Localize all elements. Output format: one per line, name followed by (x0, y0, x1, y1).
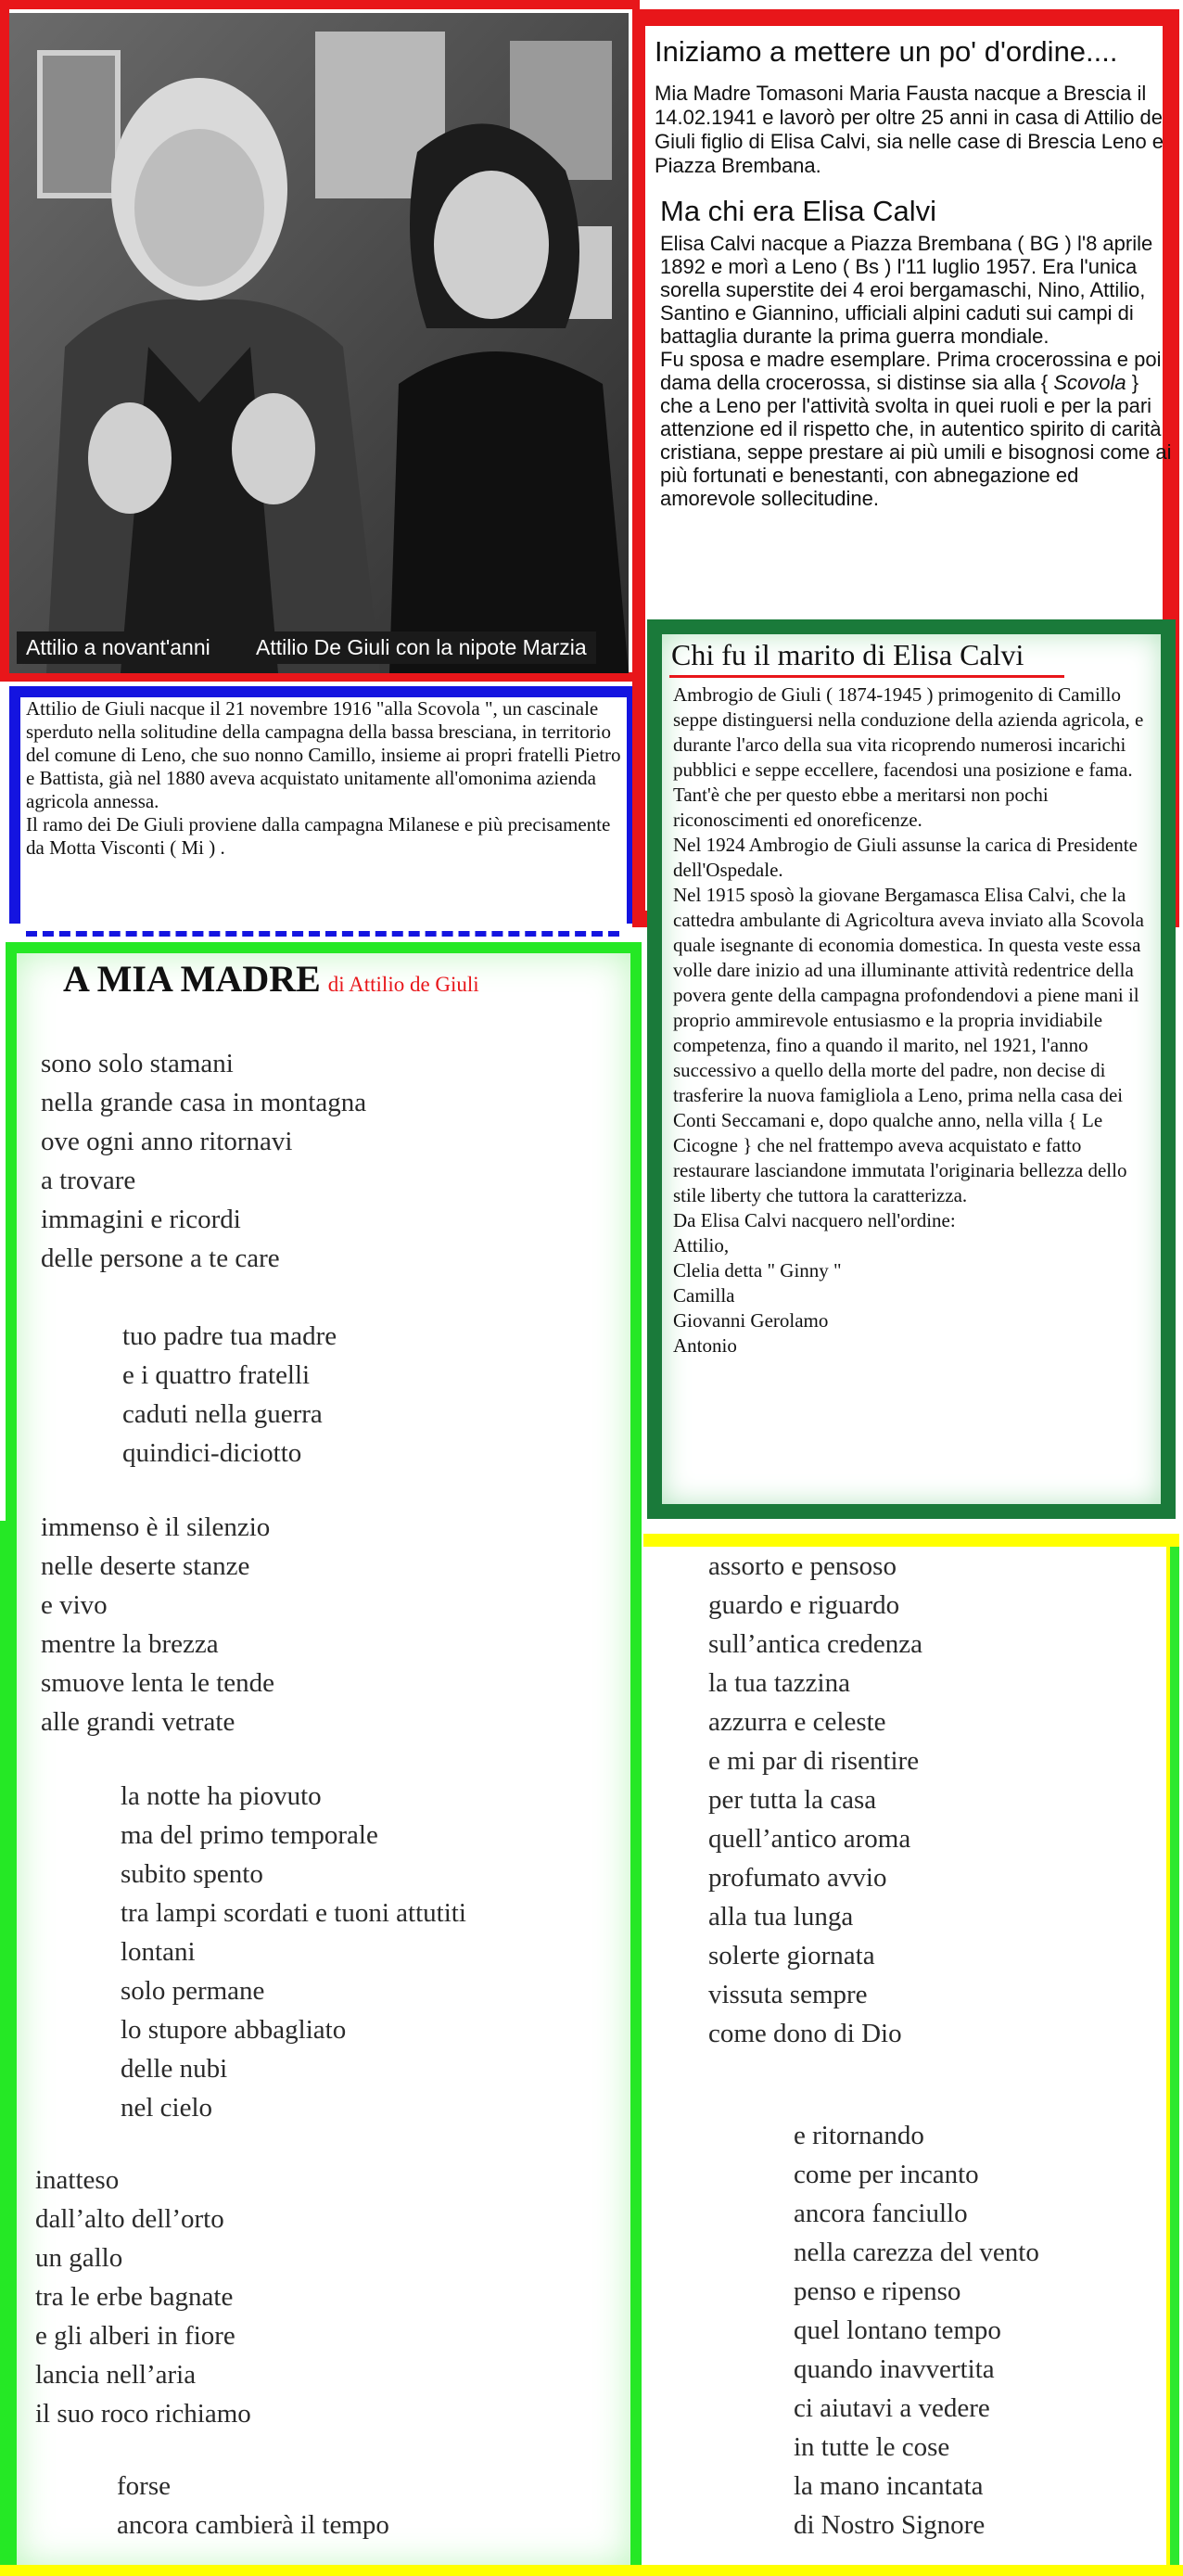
poem-line: lontani (121, 1937, 196, 1967)
attilio-paragraph-2: Il ramo dei De Giuli proviene dalla campagna Milanese e più precisamente da Motta Visconti ( Mi ) . (26, 813, 611, 859)
poem-line: immenso è il silenzio (41, 1512, 271, 1542)
poem-line: la tua tazzina (708, 1668, 850, 1698)
poem-line: la mano incantata (794, 2471, 984, 2501)
marito-paragraph-5: Da Elisa Calvi nacquero nell'ordine: (673, 1209, 956, 1231)
poem-title-text: A MIA MADRE (63, 958, 321, 1000)
green-left-edge (0, 1521, 11, 2576)
poem-line: nel cielo (121, 2093, 213, 2123)
calvi-title: Ma chi era Elisa Calvi (660, 195, 937, 227)
marito-paragraph-4: Nel 1915 sposò la giovane Bergamasca Elisa Calvi, che la cattedra ambulante di Agricoltura aveva inviato alla Scovola quale isegnante di economia domestica. In questa veste essa volle dare inizio ad una illuminante attività redentrice della povera gente della campagna profondendovi a piene mani il proprio ammirevole entusiasmo e la propria invidiabile competenza, fino a quando il marito, nel 1921, l'anno successivo a quello della morte del padre, non decise di trasferire la nuova famigliola a Leno, prima nella casa dei Conti Seccamani e, dopo qualche anno, nella villa { Le Cicogne } che nel frattempo aveva acquistato e fatto restaurare lasciandone immutata l'originaria bellezza dello stile liberty che tuttora la caratterizza. (673, 884, 1144, 1206)
attilio-section (26, 697, 632, 860)
marito-title-underline (669, 675, 1064, 678)
poem-line: e gli alberi in fiore (35, 2321, 235, 2351)
poem-line: ma del primo temporale (121, 1820, 378, 1850)
poem-line: penso e ripenso (794, 2276, 961, 2306)
poem-line: smuove lenta le tende (41, 1668, 275, 1698)
child-2: Clelia detta " Ginny " (673, 1259, 842, 1282)
marito-section (673, 682, 1155, 1358)
poem-line: assorto e pensoso (708, 1551, 897, 1581)
poem-line: ancora cambierà il tempo (117, 2510, 389, 2540)
poem-line: come dono di Dio (708, 2019, 902, 2048)
poem-line: ove ogni anno ritornavi (41, 1127, 293, 1156)
poem-line: un gallo (35, 2243, 123, 2273)
poem-author: di Attilio de Giuli (327, 973, 479, 996)
poem-stanza-2 (122, 1317, 337, 1473)
child-1: Attilio, (673, 1234, 730, 1256)
child-4: Giovanni Gerolamo (673, 1309, 829, 1332)
poem-line: sull’antica credenza (708, 1629, 923, 1659)
calvi-section (660, 195, 1176, 510)
intro-section (655, 35, 1174, 178)
poem-line: quel lontano tempo (794, 2315, 1001, 2345)
poem-line: e i quattro fratelli (122, 1360, 311, 1390)
poem-line: come per incanto (794, 2160, 979, 2189)
poem-line: lancia nell’aria (35, 2360, 197, 2390)
poem-line: caduti nella guerra (122, 1399, 323, 1429)
intro-title: Iniziamo a mettere un po' d'ordine.... (655, 35, 1118, 68)
child-5: Antonio (673, 1334, 737, 1357)
poem-line: delle persone a te care (41, 1243, 280, 1273)
poem-line: sono solo stamani (41, 1049, 234, 1078)
poem-line: tra le erbe bagnate (35, 2282, 234, 2312)
poem-line: nella carezza del vento (794, 2238, 1039, 2267)
poem-line: solerte giornata (708, 1941, 875, 1970)
poem-line: inatteso (35, 2165, 120, 2195)
poem-line: solo permane (121, 1976, 265, 2006)
poem-line: a trovare (41, 1166, 136, 1195)
poem-line: delle nubi (121, 2054, 228, 2084)
yellow-bottom-edge (0, 2565, 1183, 2576)
poem-stanza-6 (117, 2467, 389, 2544)
poem-line: il suo roco richiamo (35, 2399, 251, 2429)
poem-line: profumato avvio (708, 1863, 887, 1893)
poem-line: dall’alto dell’orto (35, 2204, 224, 2234)
poem-line: in tutte le cose (794, 2432, 950, 2462)
poem-line: mentre la brezza (41, 1629, 219, 1659)
intro-body: Mia Madre Tomasoni Maria Fausta nacque a Brescia il 14.02.1941 e lavorò per oltre 25 anni in casa di Attilio de Giuli figlio di Elisa Calvi, sia nelle case di Brescia Leno e Piazza Brembana. (655, 82, 1164, 177)
poem-line: di Nostro Signore (794, 2510, 986, 2540)
poem-line: guardo e riguardo (708, 1590, 900, 1620)
caption-right: Attilio De Giuli con la nipote Marzia (247, 631, 596, 664)
poem-line: tra lampi scordati e tuoni attutiti (121, 1898, 466, 1928)
marito-paragraph-3: Nel 1924 Ambrogio de Giuli assunse la carica di Presidente dell'Ospedale. (673, 834, 1138, 881)
calvi-paragraph-2 (660, 348, 1176, 510)
poem-line: quell’antico aroma (708, 1824, 911, 1854)
poem-line: ancora fanciullo (794, 2199, 968, 2228)
poem-line: tuo padre tua madre (122, 1321, 337, 1351)
poem-line: nelle deserte stanze (41, 1551, 250, 1581)
marito-paragraph-2: Tant'è che per questo ebbe a meritarsi non pochi riconoscimenti ed onoreficenze. (673, 784, 1049, 831)
poem-line: alla tua lunga (708, 1902, 854, 1932)
poem-line: quindici-diciotto (122, 1438, 302, 1468)
photo-attilio-marzia (9, 13, 629, 673)
poem-stanza-4 (121, 1777, 466, 2127)
poem-stanza-5 (35, 2161, 251, 2433)
attilio-paragraph-1: Attilio de Giuli nacque il 21 novembre 1916 "alla Scovola ", un cascinale sperduto nella solitudine della campagna della bassa bresciana, in territorio del comune di Leno, che suo nonno Camillo, insieme ai propri fratelli Pietro e Battista, già nel 1880 aveva acquistato unitamente all'omonima azienda agricola annessa. (26, 697, 621, 812)
marito-paragraph-1: Ambrogio de Giuli ( 1874-1945 ) primogenito di Camillo seppe distinguersi nella conduzione della azienda agricola, e durante l'arco della sua vita ricoprendo numerosi incarichi pubblici e seppe eccellere, facendosi una posizione e fama. (673, 683, 1144, 781)
poem-line: azzurra e celeste (708, 1707, 886, 1737)
poem-line: immagini e ricordi (41, 1205, 241, 1234)
calvi-p2-end: } che a Leno per l'attività svolta in quei ruoli e per la pari attenzione ed il rispetto che, in autentico spirito di carità cristiana, seppe prestare ai più umili e bisognosi come ai più fortunati e benestanti, con abnegazione ed amorevole sollecitudine. (660, 371, 1172, 510)
poem-line: forse (117, 2471, 171, 2501)
poem-stanza-7 (708, 1547, 922, 2053)
calvi-p2-scovola: Scovola (1053, 371, 1126, 394)
calvi-paragraph-1: Elisa Calvi nacque a Piazza Brembana ( BG ) l'8 aprile 1892 e morì a Leno ( Bs ) l'11 luglio 1957. Era l'unica sorella superstite dei 4 eroi bergamaschi, Nino, Attilio, Santino e Giannino, ufficiali alpini caduti sui campi di battaglia durante la prima guerra mondiale. (660, 232, 1153, 348)
green-divider (630, 942, 642, 1550)
poem-line: e vivo (41, 1590, 108, 1620)
green-right-edge (1170, 1547, 1179, 2567)
poem-line: e mi par di risentire (708, 1746, 920, 1776)
poem-line: subito spento (121, 1859, 263, 1889)
photo-illustration (9, 13, 629, 673)
poem-stanza-1 (41, 1044, 366, 1278)
poem-stanza-8 (794, 2116, 1039, 2544)
poem-line: alle grandi vetrate (41, 1707, 235, 1737)
poem-line: quando inavvertita (794, 2354, 995, 2384)
caption-left: Attilio a novant'anni (17, 631, 220, 664)
marito-title: Chi fu il marito di Elisa Calvi (671, 638, 1024, 671)
blue-dashed-line (26, 931, 619, 937)
poem-line: vissuta sempre (708, 1980, 868, 2009)
poem-line: lo stupore abbagliato (121, 2015, 347, 2045)
poem-line: ci aiutavi a vedere (794, 2393, 990, 2423)
child-3: Camilla (673, 1284, 735, 1307)
poem-line: la notte ha piovuto (121, 1781, 322, 1811)
poem-line: e ritornando (794, 2121, 924, 2150)
poem-line: per tutta la casa (708, 1785, 877, 1815)
calvi-p2-start: Fu sposa e madre esemplare. Prima crocerossina e poi dama della crocerossa, si distinse sia alla { (660, 348, 1162, 394)
poem-line: nella grande casa in montagna (41, 1088, 367, 1117)
poem-stanza-3 (41, 1508, 274, 1741)
poem-title (63, 957, 479, 1001)
